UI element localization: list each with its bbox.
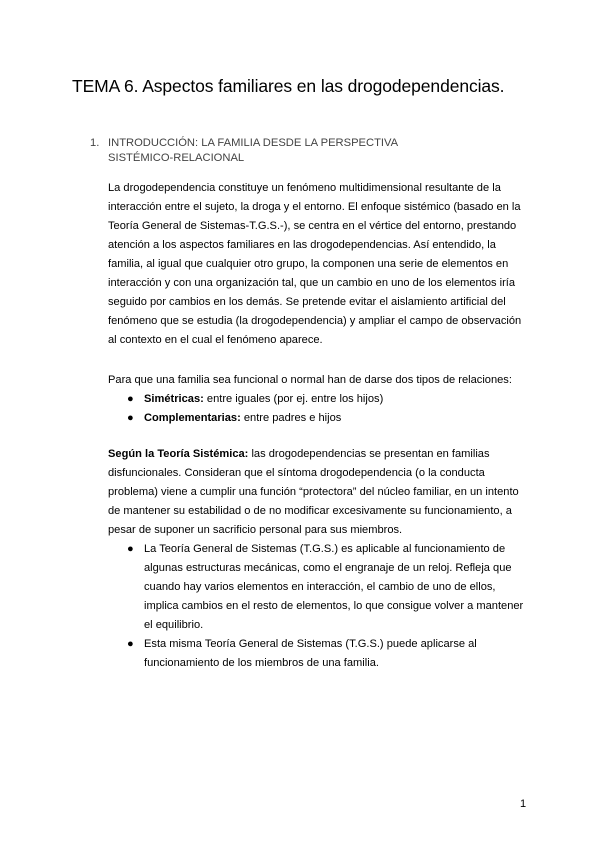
- list-item: [108, 409, 528, 428]
- paragraph-intro: [108, 179, 528, 350]
- section-heading-text: INTRODUCCIÓN: LA FAMILIA DESDE LA PERSPECTIVA SISTÉMICO-RELACIONAL: [108, 137, 398, 164]
- paragraph-text: Para que una familia sea funcional o normal han de darse dos tipos de relaciones:: [108, 374, 512, 386]
- term-description: entre padres e hijos: [240, 412, 342, 424]
- tgs-list: [108, 540, 528, 673]
- page-number: 1: [520, 798, 527, 810]
- list-item-text: Esta misma Teoría General de Sistemas (T.G.S.) puede aplicarse al funcionamiento de los miembros de una familia.: [144, 638, 477, 669]
- lead-in-label: Según la Teoría Sistémica:: [108, 448, 249, 460]
- term-label: Simétricas:: [144, 393, 204, 405]
- lead-in-text: las drogodependencias se presentan en familias disfuncionales. Consideran que el síntoma drogodependencia (o la conducta problema) viene a cumplir una función “protectora” del núcleo familiar, en un intento de mantener su estabilidad o de no modificar excesivamente su funcionamiento, a pesar de suponer un sacrificio personal para sus miembros.: [108, 448, 519, 536]
- document-title: TEMA 6. Aspectos familiares en las drogodependencias.: [72, 76, 505, 96]
- list-item: [108, 540, 528, 635]
- bullet-icon: ●: [127, 543, 134, 555]
- list-item: [108, 390, 528, 409]
- term-label: Complementarias:: [144, 412, 241, 424]
- section-number: 1.: [90, 137, 100, 149]
- paragraph-text: La drogodependencia constituye un fenómeno multidimensional resultante de la interacción entre el sujeto, la droga y el entorno. El enfoque sistémico (basado en la Teoría General de Sistemas-T.G.S.-), se centra en el vértice del entorno, prestando atención a los aspectos familiares en las drogodependencias. Así entendido, la familia, al igual que cualquier otro grupo, la componen una serie de elementos en interacción y con una organización tal, que un cambio en uno de los elementos iría seguido por cambios en los demás. Se pretende evitar el aislamiento artificial del fenómeno que se estudia (la drogodependencia) y ampliar el campo de observación al contexto en el cual el fenómeno aparece.: [108, 182, 522, 346]
- list-item-text: La Teoría General de Sistemas (T.G.S.) es aplicable al funcionamiento de algunas estructuras mecánicas, como el engranaje de un reloj. Refleja que cuando hay varios elementos en interacción, el cambio de uno de ellos, implica cambios en el resto de elementos, lo que consigue volver a mantener el equilibrio.: [144, 543, 524, 631]
- list-item: [108, 635, 528, 673]
- bullet-icon: ●: [127, 412, 134, 424]
- bullet-icon: ●: [127, 638, 134, 650]
- relations-list: [108, 390, 528, 428]
- bullet-icon: ●: [127, 393, 134, 405]
- term-description: entre iguales (por ej. entre los hijos): [203, 393, 384, 405]
- paragraph-relations: [108, 371, 528, 428]
- paragraph-systemic-theory: [108, 445, 528, 673]
- paragraph-text: [108, 445, 528, 540]
